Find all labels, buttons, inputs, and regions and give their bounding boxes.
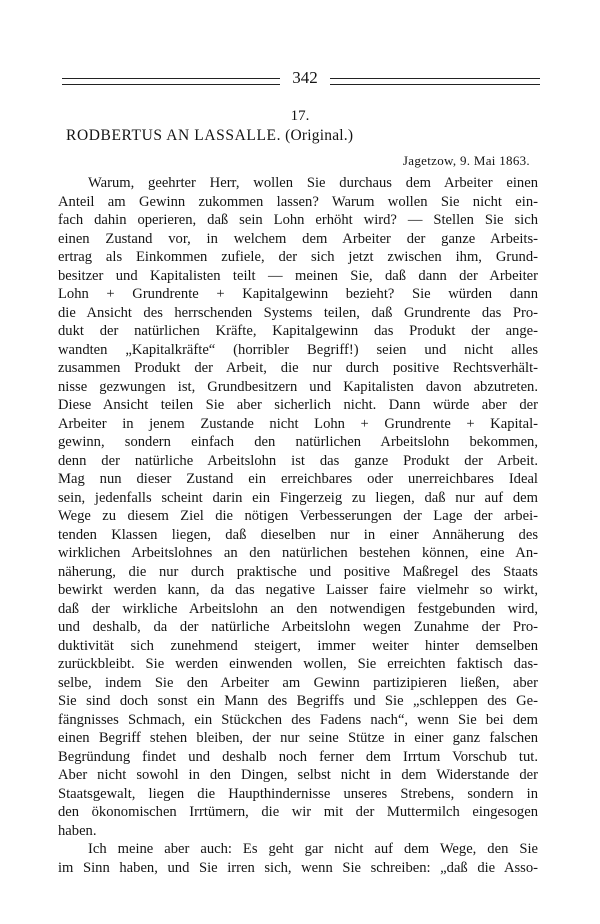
body-line: und deshalb, da der natürliche Arbeitslohn wegen Zunahme der Pro- — [58, 619, 538, 635]
body-line: Arbeiter in jenem Zustande nicht Lohn + Grundrente + Kapital- — [58, 415, 538, 432]
body-line: wandten „Kapitalkräfte“ (horribler Begriff!) seien und nicht alles — [58, 341, 538, 358]
body-line: daß der wirkliche Arbeitslohn an den notwendigen festgebunden wird, — [58, 600, 538, 617]
body-line: haben. — [58, 822, 97, 839]
body-line: Ich meine aber auch: Es geht gar nicht auf dem Wege, den Sie — [88, 841, 538, 857]
letter-title-note: (Original.) — [285, 127, 354, 144]
body-line: Aber nicht sowohl in den Dingen, selbst nicht in dem Widerstande der — [58, 767, 538, 783]
body-line: dukt der natürlichen Kräfte, Kapitalgewinn das Produkt der ange- — [58, 323, 538, 339]
body-line: gewinn, sondern einfach den natürlichen Arbeitslohn bekommen, — [58, 434, 538, 450]
dateline: Jagetzow, 9. Mai 1863. — [402, 153, 530, 168]
body-line: selbe, indem Sie den Arbeiter am Gewinn partizipieren ließen, aber — [58, 674, 538, 691]
letter-body — [58, 174, 538, 877]
body-line: Begründung findet und deshalb noch ferner dem Irrtum Vorschub tut. — [58, 748, 538, 765]
body-line: einen Begriff stehen bleiben, der nur seine Stütze in einer ganz falschen — [58, 730, 538, 746]
body-line: sein, jedenfalls scheint darin ein Fingerzeig zu liegen, daß nur auf dem — [58, 489, 538, 506]
body-line: fängnisses Schmach, ein Stückchen des Fadens nach“, wenn Sie bei dem — [58, 711, 538, 728]
body-line: Anteil am Gewinn zukommen lassen? Warum wollen Sie nicht ein- — [58, 193, 538, 210]
body-line: wirklichen Arbeitslohnes an den natürlichen bestehen können, eine An- — [58, 545, 538, 561]
body-line: Mag nun dieser Zustand ein erreichbares oder unerreichbares Ideal — [58, 471, 538, 487]
letter-number: 17. — [290, 108, 310, 124]
body-line: Sie sind doch sonst ein Mann des Begriffs und Sie „schleppen des Ge- — [58, 693, 538, 709]
letter-heading — [66, 127, 353, 145]
body-line: fach dahin operieren, daß sein Lohn erhöht wird? — Stellen Sie sich — [58, 212, 538, 228]
page-number: 342 — [292, 68, 318, 87]
body-line: Diese Ansicht teilen Sie aber sicherlich nicht. Dann würde aber der — [58, 397, 538, 413]
body-line: besitzer und Kapitalisten teilt — meinen Sie, daß dann der Arbeiter — [58, 267, 538, 284]
header-rule-right — [330, 78, 540, 85]
body-line: zusammen Produkt der Arbeit, die nur durch positive Rechtsverhält- — [58, 360, 538, 376]
body-line: tenden Klassen liegen, daß dieselben nur in einer Annäherung des — [58, 526, 538, 543]
body-line: Warum, geehrter Herr, wollen Sie durchaus dem Arbeiter einen — [88, 175, 538, 191]
body-line: duktivität sich zunehmend steigert, immer weiter hinter demselben — [58, 637, 538, 654]
body-line: den ökonomischen Irrtümern, die wir mit der Muttermilch eingesogen — [58, 804, 538, 820]
header-rule-left — [62, 78, 280, 85]
letter-title: RODBERTUS AN LASSALLE. — [66, 127, 282, 144]
body-line: ertrag als Einkommen zufiele, der sich jetzt zwischen ihm, Grund- — [58, 249, 538, 265]
body-line: Wege zu diesem Ziel die nötigen Verbesserungen der Lage der arbei- — [58, 508, 538, 524]
body-line: Staatsgewalt, liegen die Haupthindernisse unseres Strebens, sondern in — [58, 785, 538, 802]
body-line: im Sinn haben, und Sie irren sich, wenn Sie schreiben: „daß die Asso- — [58, 859, 538, 876]
body-line: bewirkt werden kann, da das negative Laisser faire vielmehr so wirkt, — [58, 582, 538, 598]
body-line: Lohn + Grundrente + Kapitalgewinn bezieht? Sie würden dann — [58, 286, 538, 302]
body-line: die Ansicht des herrschenden Systems teilen, daß Grundrente das Pro- — [58, 304, 538, 321]
body-line: einen Zustand vor, in welchem dem Arbeiter der ganze Arbeits- — [58, 230, 538, 247]
body-line: näherung, die nur durch praktische und positive Maßregel des Staats — [58, 563, 538, 580]
body-line: nisse gezwungen ist, Grundbesitzern und Kapitalisten davon abzutreten. — [58, 378, 538, 395]
body-line: denn der natürliche Arbeitslohn ist das ganze Produkt der Arbeit. — [58, 452, 538, 469]
body-line: zurückbleibt. Sie werden einwenden wollen, Sie erreichten faktisch das- — [58, 656, 538, 672]
